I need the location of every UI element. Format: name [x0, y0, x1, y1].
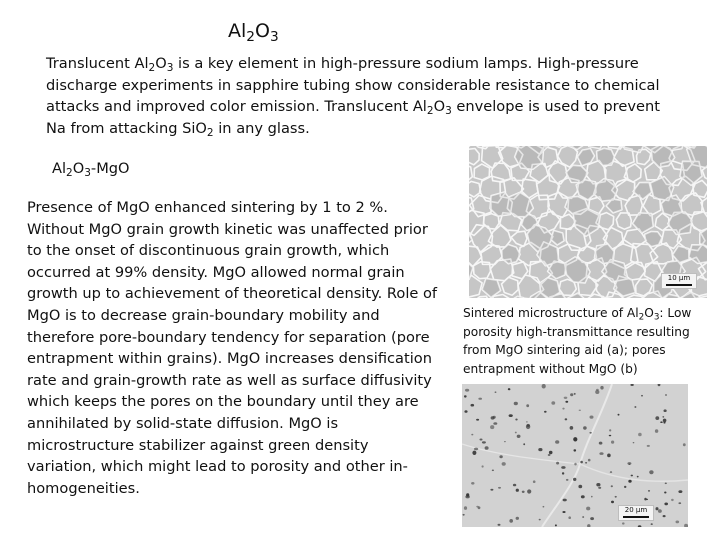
figure-caption: Sintered microstructure of $Al_2O_3$: Low porosity high-transmittance resulting from MgO sintering aid (a); pores entrapment without MgO (b) [463, 306, 692, 376]
scale-bar-a [661, 273, 697, 289]
scale-bar-b [618, 505, 654, 521]
micrograph-without-mgo [462, 384, 688, 527]
body-paragraph: Presence of MgO enhanced sintering by 1 to 2 %. Without MgO grain growth kinetic was unaffected prior to the onset of discontinuous grain growth, which occurred at 99% density. MgO allowed normal grain growth up to achievement of theoretical density. Role of MgO is to decrease grain-boundary mobility and therefore pore-boundary tendency for separation (pore entrapment within grains). MgO increases densification rate and grain-growth rate as well as surface diffusivity which keeps the pores on the boundary until they are annihilated by solid-state diffusion. MgO is microstructure stabilizer against green density variation, which might lead to porosity and other in-homogeneities. [27, 199, 438, 497]
scale-label-b: 20 μm [624, 506, 648, 514]
slide-title: $Al_2O_3$ [228, 20, 279, 45]
micrograph-with-mgo [469, 146, 707, 298]
scale-label-a: 10 μm [667, 274, 691, 282]
intro-paragraph: Translucent $Al_2O_3$ is a key element in high-pressure sodium lamps. High-pressure discharge experiments in sapphire tubing show considerable resistance to chemical attacks and improved color emission. Translucent $Al_2O_3$ envelope is used to prevent Na from attacking SiO$_2$ in any glass. [46, 55, 660, 139]
pore-structure-image [462, 384, 688, 527]
section-heading: $Al_2O_3$-MgO [52, 160, 130, 179]
